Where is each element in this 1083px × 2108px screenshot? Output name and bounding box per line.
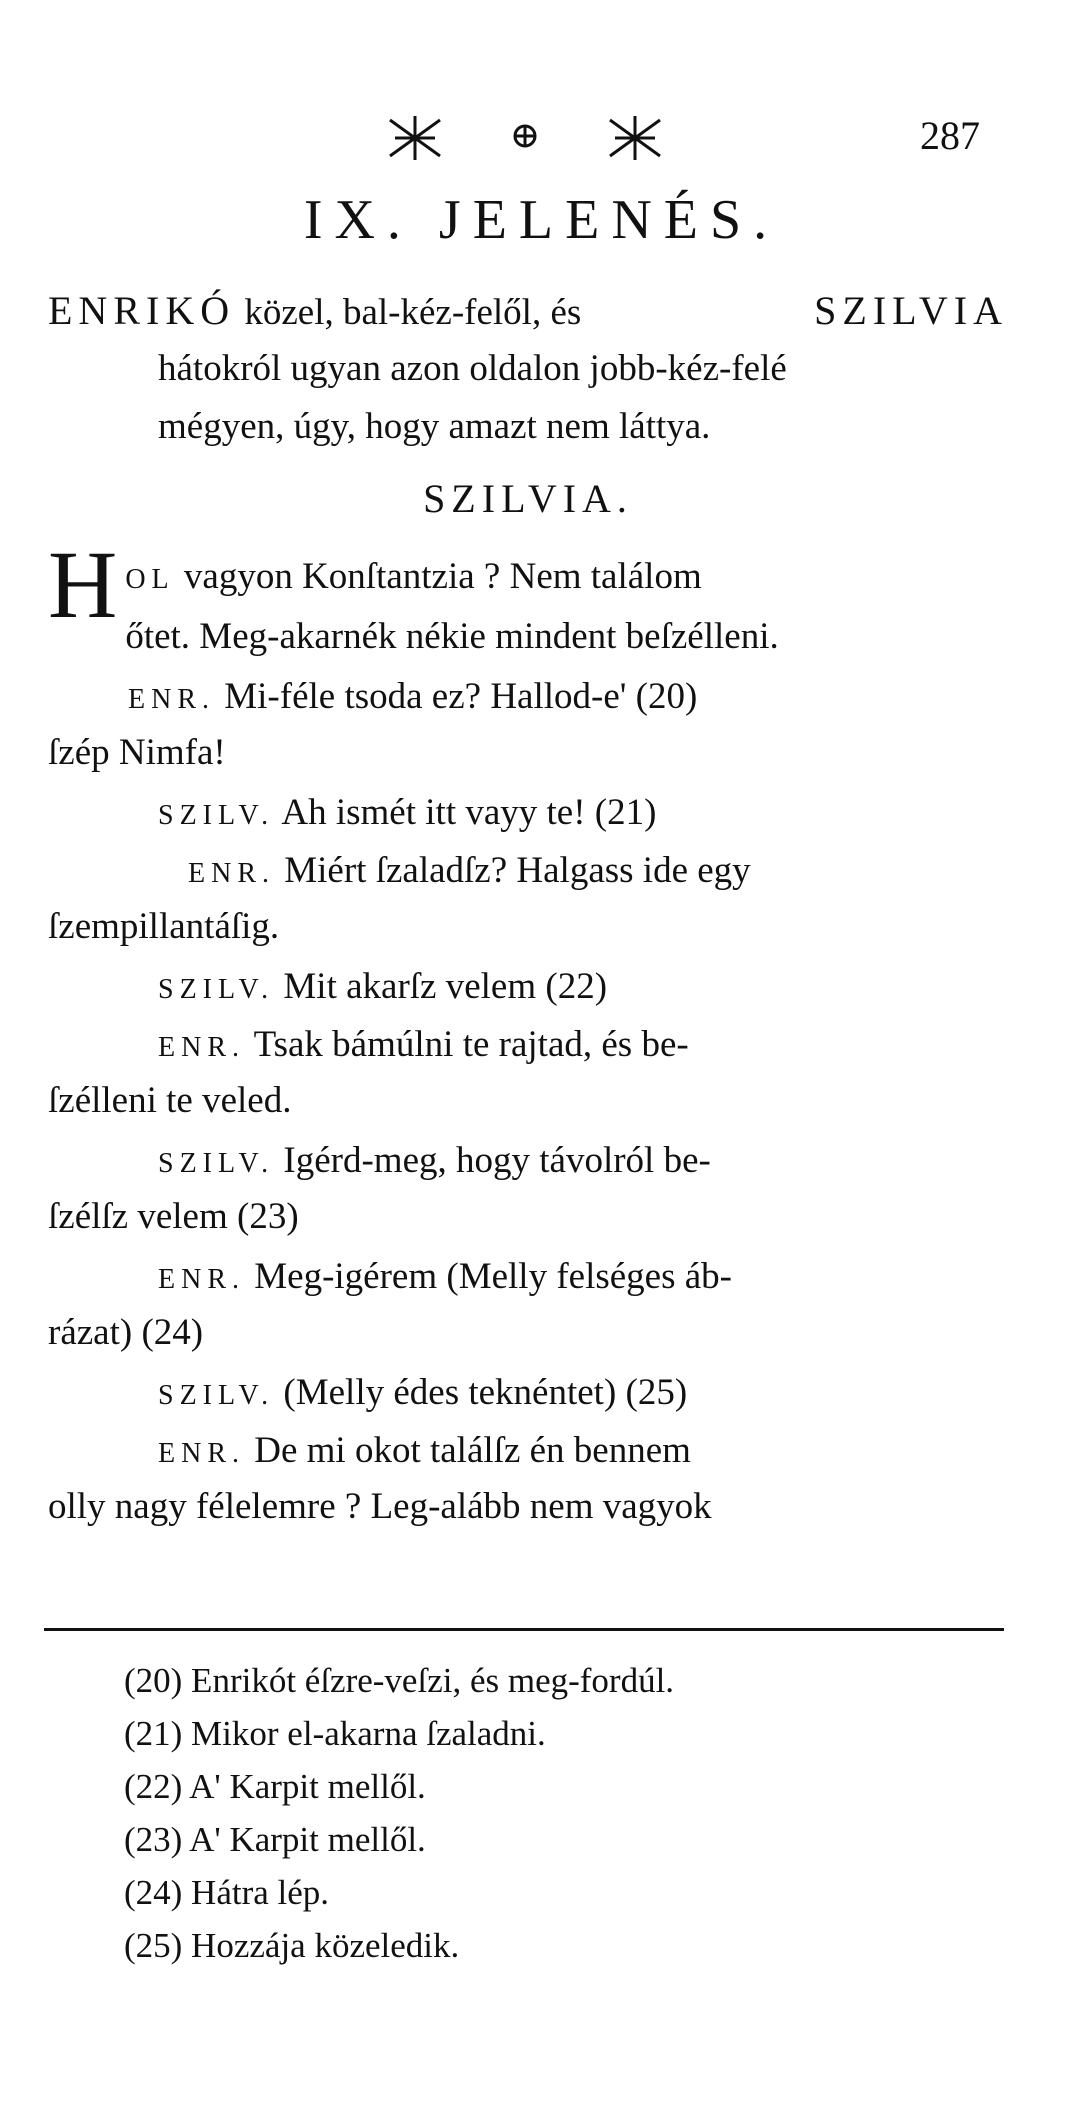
- dialogue-text: ſzélſz velem (23): [48, 1196, 299, 1237]
- speaker-name: ENRIKÓ: [48, 288, 236, 333]
- dialogue-text: ſzélleni te veled.: [48, 1080, 292, 1121]
- speaker-name: ENR.: [188, 858, 275, 889]
- scene-title: IX. JELENÉS.: [303, 189, 780, 251]
- dialogue-text: Miért ſzaladſz? Halgass ide egy: [284, 850, 751, 891]
- dialogue-text: ſzép Nimfa!: [48, 732, 226, 773]
- footnote: (22) A' Karpit mellől.: [124, 1767, 426, 1806]
- page-number: 287: [920, 113, 980, 158]
- dialogue-text: (Melly édes teknéntet) (25): [283, 1372, 688, 1413]
- dialogue-text: Mi-féle tsoda ez? Hallod-e' (20): [224, 676, 698, 717]
- dialogue-text: De mi okot találſz én bennem: [254, 1430, 691, 1471]
- dialogue-text: Mit akarſz velem (22): [283, 966, 608, 1007]
- drop-cap: H: [48, 531, 118, 638]
- speaker-name: OL: [125, 564, 175, 595]
- stage-direction-text: közel, bal-kéz-felől, és: [244, 292, 582, 333]
- stage-direction-line: hátokról ugyan azon oldalon jobb-kéz-felé: [158, 348, 787, 389]
- speaker-heading: SZILVIA.: [423, 476, 633, 521]
- footnote: (21) Mikor el-akarna ſzaladni.: [124, 1714, 546, 1753]
- dialogue-text: rázat) (24): [48, 1312, 204, 1353]
- speaker-name: ENR.: [158, 1264, 245, 1295]
- speaker-name: ENR.: [128, 684, 215, 715]
- speaker-name: SZILVIA: [814, 288, 1008, 333]
- stage-direction: [48, 282, 1008, 456]
- speaker-name: SZILV.: [158, 974, 275, 1005]
- footnote: (24) Hátra lép.: [124, 1873, 330, 1912]
- footnote-divider: [44, 1628, 1004, 1631]
- speaker-name: ENR.: [158, 1438, 245, 1469]
- speaker-name: ENR.: [158, 1032, 245, 1063]
- dialogue-text: Meg-igérem (Melly felséges áb-: [254, 1256, 732, 1297]
- dialogue-text: Ah ismét itt vayy te! (21): [281, 792, 657, 833]
- dialogue-text: Igérd-meg, hogy távolról be-: [283, 1140, 711, 1181]
- dialogue-text: olly nagy félelemre ? Leg-alább nem vagyok: [48, 1486, 712, 1527]
- dialogue-text: Tsak bámúlni te rajtad, és be-: [253, 1024, 689, 1065]
- speaker-name: SZILV.: [158, 1148, 275, 1179]
- speaker-name: SZILV.: [158, 1380, 275, 1411]
- footnotes: [124, 1654, 1004, 1972]
- dialogue: [48, 531, 1008, 1536]
- footnote: (23) A' Karpit mellől.: [124, 1820, 426, 1859]
- dialogue-text: vagyon Konſtantzia ? Nem találom: [183, 556, 702, 597]
- dialogue-text: ſzempillantáſig.: [48, 906, 280, 947]
- printer-ornament-icon: [380, 108, 670, 168]
- speaker-heading-block: [48, 470, 1008, 528]
- footnote: (20) Enrikót éſzre-veſzi, és meg-fordúl.: [124, 1661, 675, 1700]
- stage-direction-line: mégyen, úgy, hogy amazt nem láttya.: [158, 406, 711, 447]
- dialogue-text: őtet. Meg-akarnék nékie mindent beſzélleni.: [125, 616, 779, 657]
- speaker-name: SZILV.: [158, 800, 275, 831]
- footnote: (25) Hozzája közeledik.: [124, 1926, 460, 1965]
